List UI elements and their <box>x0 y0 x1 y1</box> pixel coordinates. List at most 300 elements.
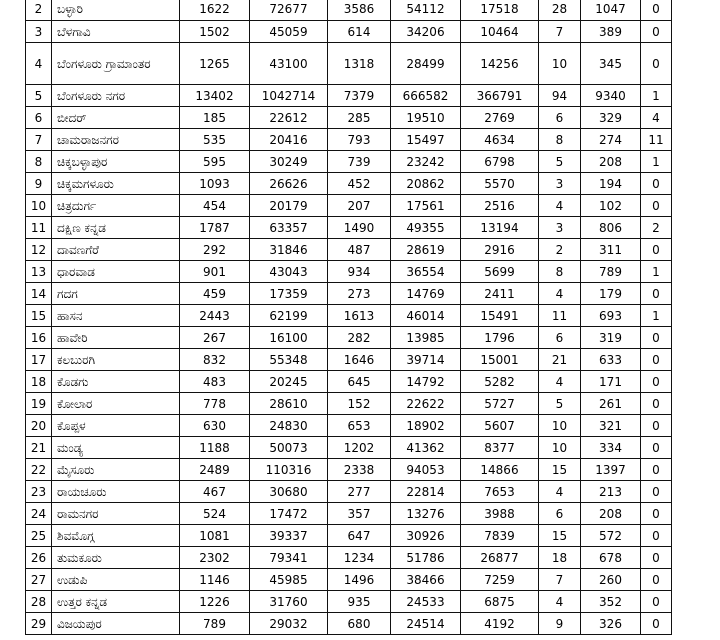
cell-c5: 7839 <box>461 525 539 547</box>
cell-district: ಬೆಳಗಾವಿ <box>52 21 180 43</box>
cell-c1: 524 <box>180 503 250 525</box>
cell-serial: 9 <box>26 173 52 195</box>
cell-c1: 2443 <box>180 305 250 327</box>
cell-c4: 666582 <box>391 85 461 107</box>
cell-c1: 267 <box>180 327 250 349</box>
cell-c6: 15 <box>539 459 581 481</box>
cell-c1: 483 <box>180 371 250 393</box>
cell-c8: 0 <box>641 43 672 85</box>
table-row <box>26 283 672 305</box>
cell-c3: 452 <box>328 173 391 195</box>
cell-district: ಧಾರವಾಡ <box>52 261 180 283</box>
table-row <box>26 349 672 371</box>
cell-c4: 39714 <box>391 349 461 371</box>
cell-c6: 8 <box>539 129 581 151</box>
cell-c5: 2916 <box>461 239 539 261</box>
cell-c6: 4 <box>539 195 581 217</box>
cell-serial: 15 <box>26 305 52 327</box>
cell-c4: 18902 <box>391 415 461 437</box>
table-row <box>26 21 672 43</box>
cell-c6: 10 <box>539 43 581 85</box>
cell-c1: 2489 <box>180 459 250 481</box>
cell-c7: 311 <box>581 239 641 261</box>
cell-c6: 3 <box>539 217 581 239</box>
cell-c7: 389 <box>581 21 641 43</box>
cell-district: ಬೀದರ್ <box>52 107 180 129</box>
cell-serial: 16 <box>26 327 52 349</box>
cell-c2: 55348 <box>250 349 328 371</box>
cell-c6: 94 <box>539 85 581 107</box>
cell-c5: 2516 <box>461 195 539 217</box>
cell-c7: 1047 <box>581 0 641 21</box>
cell-c8: 0 <box>641 613 672 635</box>
cell-c3: 277 <box>328 481 391 503</box>
cell-c1: 1188 <box>180 437 250 459</box>
cell-c2: 17472 <box>250 503 328 525</box>
cell-serial: 14 <box>26 283 52 305</box>
cell-district: ಶಿವಮೊಗ್ಗ <box>52 525 180 547</box>
cell-c4: 46014 <box>391 305 461 327</box>
table-row <box>26 613 672 635</box>
cell-c5: 26877 <box>461 547 539 569</box>
cell-c3: 285 <box>328 107 391 129</box>
cell-c6: 4 <box>539 371 581 393</box>
cell-c8: 0 <box>641 371 672 393</box>
cell-district: ವಿಜಯಪುರ <box>52 613 180 635</box>
cell-c8: 1 <box>641 85 672 107</box>
cell-c4: 38466 <box>391 569 461 591</box>
cell-c3: 7379 <box>328 85 391 107</box>
cell-c3: 487 <box>328 239 391 261</box>
cell-c2: 43100 <box>250 43 328 85</box>
table-row <box>26 547 672 569</box>
cell-c7: 194 <box>581 173 641 195</box>
district-data-table <box>25 0 672 635</box>
cell-c2: 26626 <box>250 173 328 195</box>
cell-c1: 1146 <box>180 569 250 591</box>
cell-c7: 329 <box>581 107 641 129</box>
cell-c4: 24514 <box>391 613 461 635</box>
cell-district: ರಾಮನಗರ <box>52 503 180 525</box>
table-row <box>26 569 672 591</box>
cell-c7: 208 <box>581 503 641 525</box>
cell-c8: 0 <box>641 503 672 525</box>
cell-c3: 2338 <box>328 459 391 481</box>
cell-serial: 3 <box>26 21 52 43</box>
cell-c3: 3586 <box>328 0 391 21</box>
cell-c5: 5570 <box>461 173 539 195</box>
cell-c2: 45059 <box>250 21 328 43</box>
cell-c5: 4192 <box>461 613 539 635</box>
cell-c4: 41362 <box>391 437 461 459</box>
table-body <box>26 0 672 635</box>
cell-c6: 4 <box>539 591 581 613</box>
cell-district: ಕೊಪ್ಪಳ <box>52 415 180 437</box>
cell-c4: 49355 <box>391 217 461 239</box>
cell-c8: 0 <box>641 481 672 503</box>
cell-c3: 934 <box>328 261 391 283</box>
cell-c7: 260 <box>581 569 641 591</box>
cell-c1: 292 <box>180 239 250 261</box>
cell-c6: 7 <box>539 21 581 43</box>
cell-district: ಚಾಮರಾಜನಗರ <box>52 129 180 151</box>
cell-c2: 20416 <box>250 129 328 151</box>
cell-c5: 6875 <box>461 591 539 613</box>
cell-c2: 50073 <box>250 437 328 459</box>
table-row <box>26 0 672 21</box>
cell-c7: 789 <box>581 261 641 283</box>
cell-district: ಹಾವೇರಿ <box>52 327 180 349</box>
cell-c1: 1622 <box>180 0 250 21</box>
cell-c3: 1490 <box>328 217 391 239</box>
cell-c5: 6798 <box>461 151 539 173</box>
cell-serial: 2 <box>26 0 52 21</box>
cell-c1: 454 <box>180 195 250 217</box>
cell-serial: 27 <box>26 569 52 591</box>
cell-serial: 12 <box>26 239 52 261</box>
cell-c8: 0 <box>641 459 672 481</box>
table-row <box>26 305 672 327</box>
cell-c8: 0 <box>641 525 672 547</box>
cell-c6: 6 <box>539 107 581 129</box>
cell-c2: 22612 <box>250 107 328 129</box>
cell-c6: 18 <box>539 547 581 569</box>
cell-c7: 102 <box>581 195 641 217</box>
cell-district: ಹಾಸನ <box>52 305 180 327</box>
cell-c4: 22622 <box>391 393 461 415</box>
cell-c4: 36554 <box>391 261 461 283</box>
cell-district: ಉಡುಪಿ <box>52 569 180 591</box>
cell-c2: 28610 <box>250 393 328 415</box>
cell-c5: 7259 <box>461 569 539 591</box>
cell-c4: 24533 <box>391 591 461 613</box>
table-row <box>26 591 672 613</box>
cell-c7: 352 <box>581 591 641 613</box>
cell-c7: 171 <box>581 371 641 393</box>
cell-c1: 595 <box>180 151 250 173</box>
cell-c3: 207 <box>328 195 391 217</box>
cell-c1: 1226 <box>180 591 250 613</box>
cell-c4: 30926 <box>391 525 461 547</box>
cell-serial: 11 <box>26 217 52 239</box>
table-row <box>26 239 672 261</box>
cell-c1: 2302 <box>180 547 250 569</box>
cell-serial: 19 <box>26 393 52 415</box>
table-row <box>26 371 672 393</box>
cell-c6: 6 <box>539 327 581 349</box>
cell-c6: 21 <box>539 349 581 371</box>
cell-serial: 23 <box>26 481 52 503</box>
cell-c7: 345 <box>581 43 641 85</box>
cell-c5: 5727 <box>461 393 539 415</box>
cell-c6: 11 <box>539 305 581 327</box>
cell-c5: 13194 <box>461 217 539 239</box>
cell-c1: 1093 <box>180 173 250 195</box>
cell-c5: 15001 <box>461 349 539 371</box>
cell-c7: 572 <box>581 525 641 547</box>
table-row <box>26 393 672 415</box>
cell-c4: 14769 <box>391 283 461 305</box>
cell-c3: 935 <box>328 591 391 613</box>
cell-c3: 282 <box>328 327 391 349</box>
cell-c2: 30680 <box>250 481 328 503</box>
table-row <box>26 261 672 283</box>
cell-c2: 72677 <box>250 0 328 21</box>
cell-c1: 832 <box>180 349 250 371</box>
table-row <box>26 107 672 129</box>
table-row <box>26 43 672 85</box>
table-row <box>26 217 672 239</box>
cell-c7: 208 <box>581 151 641 173</box>
cell-c5: 2769 <box>461 107 539 129</box>
table-row <box>26 437 672 459</box>
cell-c3: 1202 <box>328 437 391 459</box>
cell-c2: 20245 <box>250 371 328 393</box>
cell-c6: 7 <box>539 569 581 591</box>
cell-c5: 7653 <box>461 481 539 503</box>
cell-c3: 1234 <box>328 547 391 569</box>
cell-c6: 4 <box>539 481 581 503</box>
cell-c6: 28 <box>539 0 581 21</box>
cell-c8: 0 <box>641 239 672 261</box>
cell-c1: 789 <box>180 613 250 635</box>
cell-c7: 326 <box>581 613 641 635</box>
cell-c4: 14792 <box>391 371 461 393</box>
cell-c1: 901 <box>180 261 250 283</box>
cell-serial: 7 <box>26 129 52 151</box>
table-row <box>26 85 672 107</box>
cell-c2: 20179 <box>250 195 328 217</box>
cell-c1: 185 <box>180 107 250 129</box>
cell-c5: 10464 <box>461 21 539 43</box>
cell-serial: 18 <box>26 371 52 393</box>
cell-c5: 15491 <box>461 305 539 327</box>
cell-c1: 13402 <box>180 85 250 107</box>
cell-c4: 19510 <box>391 107 461 129</box>
cell-c6: 5 <box>539 151 581 173</box>
cell-c6: 2 <box>539 239 581 261</box>
cell-c4: 17561 <box>391 195 461 217</box>
cell-c3: 653 <box>328 415 391 437</box>
cell-c5: 4634 <box>461 129 539 151</box>
cell-c1: 1265 <box>180 43 250 85</box>
cell-district: ತುಮಕೂರು <box>52 547 180 569</box>
cell-c4: 23242 <box>391 151 461 173</box>
cell-c3: 739 <box>328 151 391 173</box>
cell-serial: 6 <box>26 107 52 129</box>
cell-c6: 9 <box>539 613 581 635</box>
cell-c7: 9340 <box>581 85 641 107</box>
cell-serial: 13 <box>26 261 52 283</box>
cell-c2: 16100 <box>250 327 328 349</box>
cell-c6: 3 <box>539 173 581 195</box>
table-row <box>26 459 672 481</box>
cell-c2: 24830 <box>250 415 328 437</box>
table-row <box>26 129 672 151</box>
cell-c1: 467 <box>180 481 250 503</box>
cell-c5: 14866 <box>461 459 539 481</box>
cell-c7: 179 <box>581 283 641 305</box>
cell-c6: 5 <box>539 393 581 415</box>
cell-c4: 34206 <box>391 21 461 43</box>
cell-c8: 2 <box>641 217 672 239</box>
cell-serial: 4 <box>26 43 52 85</box>
table-row <box>26 503 672 525</box>
cell-c8: 1 <box>641 261 672 283</box>
cell-c4: 13985 <box>391 327 461 349</box>
cell-serial: 21 <box>26 437 52 459</box>
cell-c3: 647 <box>328 525 391 547</box>
table-row <box>26 327 672 349</box>
cell-c8: 0 <box>641 437 672 459</box>
cell-c6: 10 <box>539 437 581 459</box>
cell-c4: 51786 <box>391 547 461 569</box>
cell-serial: 29 <box>26 613 52 635</box>
table-row <box>26 173 672 195</box>
cell-district: ಉತ್ತರ ಕನ್ನಡ <box>52 591 180 613</box>
table-row <box>26 151 672 173</box>
cell-c8: 0 <box>641 21 672 43</box>
cell-district: ದಕ್ಷಿಣ ಕನ್ನಡ <box>52 217 180 239</box>
cell-c4: 54112 <box>391 0 461 21</box>
cell-c2: 79341 <box>250 547 328 569</box>
cell-c5: 5282 <box>461 371 539 393</box>
cell-c2: 17359 <box>250 283 328 305</box>
cell-district: ಬೆಂಗಳೂರು ನಗರ <box>52 85 180 107</box>
cell-c2: 63357 <box>250 217 328 239</box>
cell-c5: 1796 <box>461 327 539 349</box>
cell-c8: 0 <box>641 173 672 195</box>
cell-c6: 6 <box>539 503 581 525</box>
cell-c2: 31760 <box>250 591 328 613</box>
cell-c1: 1081 <box>180 525 250 547</box>
cell-district: ದಾವಣಗೆರೆ <box>52 239 180 261</box>
cell-c7: 334 <box>581 437 641 459</box>
cell-serial: 22 <box>26 459 52 481</box>
cell-c8: 0 <box>641 591 672 613</box>
cell-serial: 25 <box>26 525 52 547</box>
cell-c8: 4 <box>641 107 672 129</box>
cell-c2: 29032 <box>250 613 328 635</box>
cell-c8: 0 <box>641 283 672 305</box>
cell-district: ಚಿತ್ರದುರ್ಗ <box>52 195 180 217</box>
cell-c1: 459 <box>180 283 250 305</box>
cell-c7: 633 <box>581 349 641 371</box>
cell-c3: 357 <box>328 503 391 525</box>
cell-district: ಕೋಲಾರ <box>52 393 180 415</box>
cell-c2: 31846 <box>250 239 328 261</box>
cell-c8: 1 <box>641 305 672 327</box>
cell-c4: 28499 <box>391 43 461 85</box>
cell-c3: 1646 <box>328 349 391 371</box>
cell-c5: 3988 <box>461 503 539 525</box>
cell-c5: 17518 <box>461 0 539 21</box>
cell-c8: 0 <box>641 393 672 415</box>
cell-c5: 366791 <box>461 85 539 107</box>
cell-c5: 14256 <box>461 43 539 85</box>
cell-c7: 806 <box>581 217 641 239</box>
cell-district: ಕಲಬುರಗಿ <box>52 349 180 371</box>
cell-c8: 0 <box>641 327 672 349</box>
cell-serial: 8 <box>26 151 52 173</box>
cell-c1: 778 <box>180 393 250 415</box>
cell-serial: 10 <box>26 195 52 217</box>
cell-district: ರಾಯಚೂರು <box>52 481 180 503</box>
cell-c7: 261 <box>581 393 641 415</box>
cell-district: ಬಳ್ಳಾರಿ <box>52 0 180 21</box>
cell-c7: 321 <box>581 415 641 437</box>
cell-c8: 0 <box>641 195 672 217</box>
cell-district: ಬೆಂಗಳೂರು ಗ್ರಾಮಾಂತರ <box>52 43 180 85</box>
cell-c3: 1318 <box>328 43 391 85</box>
cell-district: ಚಿಕ್ಕಮಗಳೂರು <box>52 173 180 195</box>
cell-serial: 17 <box>26 349 52 371</box>
cell-c2: 110316 <box>250 459 328 481</box>
cell-c7: 693 <box>581 305 641 327</box>
cell-c4: 20862 <box>391 173 461 195</box>
cell-c6: 15 <box>539 525 581 547</box>
cell-c5: 8377 <box>461 437 539 459</box>
cell-c1: 630 <box>180 415 250 437</box>
cell-district: ಮೈಸೂರು <box>52 459 180 481</box>
cell-c8: 0 <box>641 547 672 569</box>
cell-c4: 15497 <box>391 129 461 151</box>
cell-c2: 43043 <box>250 261 328 283</box>
table-row <box>26 195 672 217</box>
cell-district: ಮಂಡ್ಯ <box>52 437 180 459</box>
cell-c3: 614 <box>328 21 391 43</box>
cell-c8: 0 <box>641 349 672 371</box>
cell-c2: 45985 <box>250 569 328 591</box>
cell-serial: 5 <box>26 85 52 107</box>
cell-c4: 22814 <box>391 481 461 503</box>
cell-district: ಚಿಕ್ಕಬಳ್ಳಾಪುರ <box>52 151 180 173</box>
cell-c3: 680 <box>328 613 391 635</box>
table-row <box>26 415 672 437</box>
cell-c7: 213 <box>581 481 641 503</box>
table-row <box>26 481 672 503</box>
cell-serial: 20 <box>26 415 52 437</box>
cell-c5: 5607 <box>461 415 539 437</box>
cell-c3: 793 <box>328 129 391 151</box>
cell-c3: 1496 <box>328 569 391 591</box>
cell-c5: 5699 <box>461 261 539 283</box>
cell-c2: 62199 <box>250 305 328 327</box>
cell-serial: 26 <box>26 547 52 569</box>
cell-c6: 8 <box>539 261 581 283</box>
cell-c8: 0 <box>641 415 672 437</box>
cell-c2: 1042714 <box>250 85 328 107</box>
cell-c1: 1787 <box>180 217 250 239</box>
cell-district: ಕೊಡಗು <box>52 371 180 393</box>
cell-serial: 24 <box>26 503 52 525</box>
cell-c4: 94053 <box>391 459 461 481</box>
cell-c6: 10 <box>539 415 581 437</box>
cell-c1: 1502 <box>180 21 250 43</box>
cell-c3: 1613 <box>328 305 391 327</box>
table-row <box>26 525 672 547</box>
cell-c4: 13276 <box>391 503 461 525</box>
cell-c3: 273 <box>328 283 391 305</box>
cell-serial: 28 <box>26 591 52 613</box>
cell-c3: 152 <box>328 393 391 415</box>
cell-c5: 2411 <box>461 283 539 305</box>
cell-c3: 645 <box>328 371 391 393</box>
cell-c7: 319 <box>581 327 641 349</box>
cell-c7: 678 <box>581 547 641 569</box>
cell-c8: 0 <box>641 0 672 21</box>
cell-c6: 4 <box>539 283 581 305</box>
